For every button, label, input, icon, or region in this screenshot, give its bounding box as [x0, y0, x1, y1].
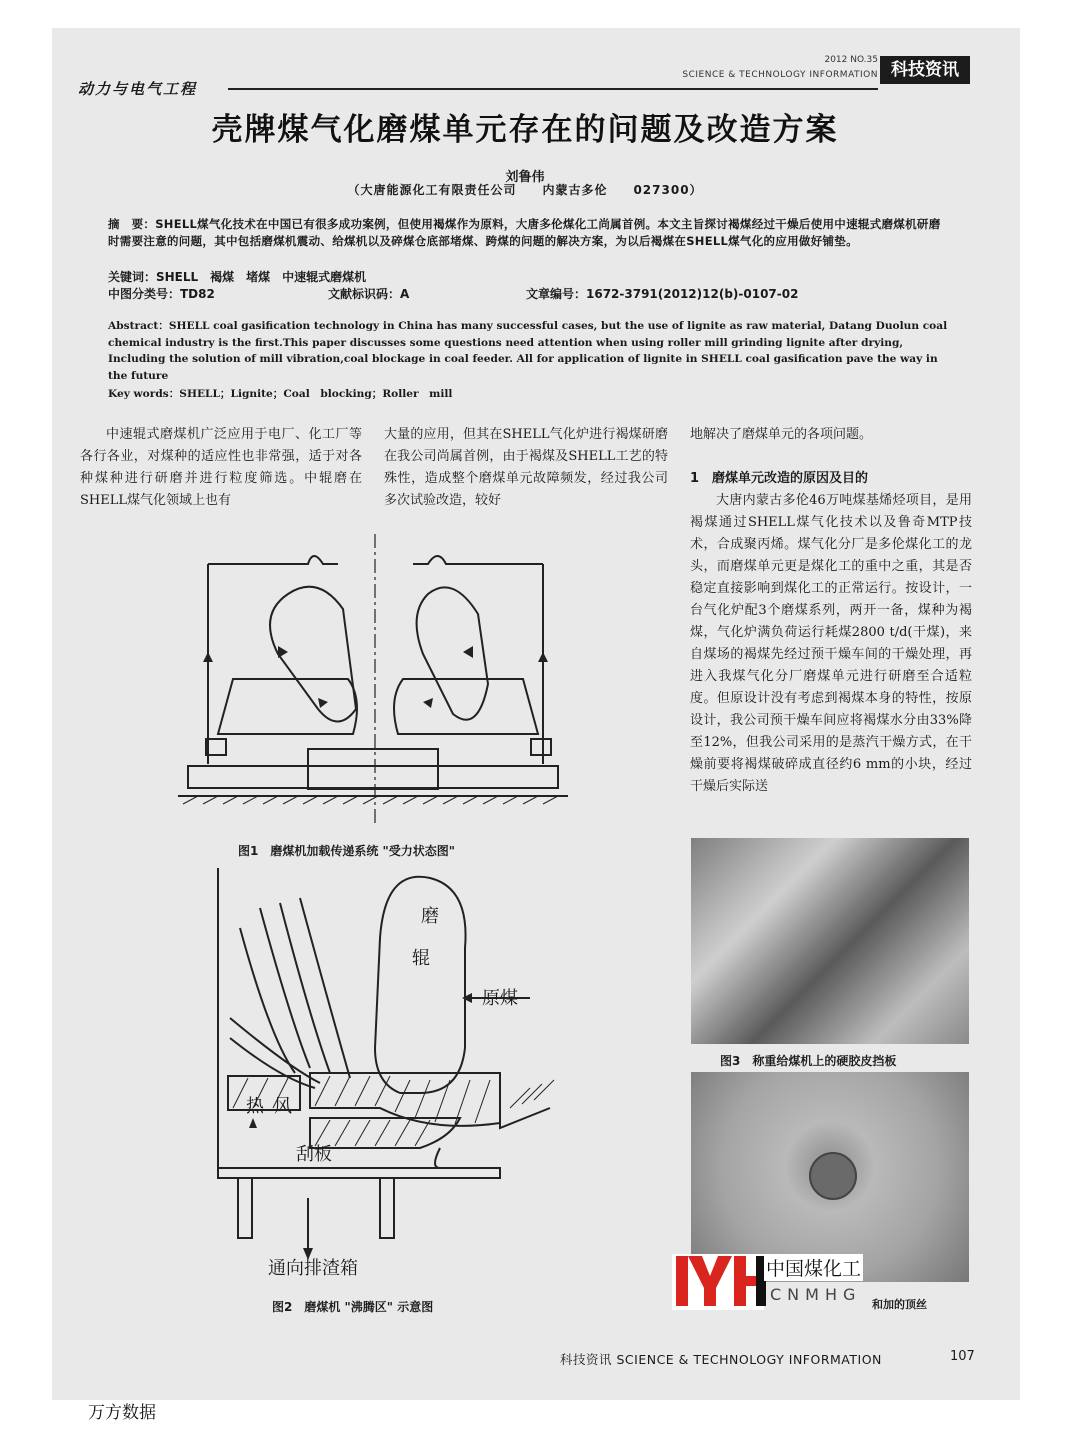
keywords-cn: 关键词：SHELL 褐煤 堵煤 中速辊式磨煤机: [108, 270, 367, 284]
body-column-2: 大量的应用，但其在SHELL气化炉进行褐煤研磨在我公司尚属首例，由于褐煤及SHELL工艺的特殊性，造成整个磨煤单元故障频发，经过我公司多次试验改造，较好: [384, 427, 668, 508]
page-number: 107: [950, 1349, 975, 1364]
figure-4-photo: [691, 1072, 969, 1282]
abstract-en: Abstract：SHELL coal gasification technology in China has many successful cases, but the use of lignite as raw material, Datang Duolun coal chemical industry is the first.This paper discusses some questions need attention when using roller mill grinding lignite after drying, Including the solution of mill vibration,coal blockage in coal feeder. All for application of lignite in SHELL coal gasification pave the way in the future: [108, 320, 948, 382]
body-column-3: 大唐内蒙古多伦46万吨煤基烯烃项目，是用褐煤通过SHELL煤气化技术以及鲁奇MTP技术，合成聚丙烯。煤气化分厂是多伦煤化工的龙头，而磨煤单元更是煤化工的重中之重，其是否稳定直接影响到煤化工的正常运行。按设计，一台气化炉配3个磨煤系列，两开一备，煤种为褐煤，气化炉满负荷运行耗煤2800 t/d(干煤)，来自煤场的褐煤先经过预干燥车间的干燥处理，再进入我煤气化分厂磨煤单元进行研磨至合适粒度。但原设计没有考虑到褐煤本身的特性，按原设计，我公司预干燥车间应将褐煤水分由33%降至12%，但我公司采用的是蒸汽干燥方式，在干燥前要将褐煤破碎成直径约6 mm的小块，经过干燥后实际送: [690, 493, 972, 794]
roller-label-2: 辊: [412, 948, 430, 969]
scraper-label: 刮板: [296, 1144, 332, 1165]
watermark-text-cn: 中国煤化工: [764, 1254, 863, 1281]
figure-2-diagram: [200, 868, 570, 1298]
classification-number: 中图分类号：TD82: [108, 287, 215, 301]
magazine-name-en: SCIENCE & TECHNOLOGY INFORMATION: [682, 70, 878, 80]
section-tag: 动力与电气工程: [78, 80, 198, 98]
source-label: 万方数据: [88, 1403, 156, 1423]
hot-air-label-2: 风: [274, 1096, 292, 1117]
figure-4-caption: 和加的顶丝: [872, 1298, 927, 1311]
figure-1-diagram: [178, 534, 568, 834]
body-column-1: 中速辊式磨煤机广泛应用于电厂、化工厂等各行各业，对煤种的适应性也非常强，适于对各种煤种进行研磨并进行粒度筛选。中辊磨在SHELL煤气化领域上也有: [80, 427, 362, 508]
affiliation: （大唐能源化工有限责任公司 内蒙古多伦 027300）: [347, 183, 703, 197]
abstract-cn: 摘 要：SHELL煤气化技术在中国已有很多成功案例，但使用褐煤作为原料，大唐多伦煤化工尚属首例。本文主旨探讨褐煤经过干燥后使用中速辊式磨煤机研磨时需要注意的问题，其中包括磨煤机震动、给煤机以及碎煤仓底部堵煤、跨煤的问题的解决方案，为以后褐煤在SHELL煤气化的应用做好铺垫。: [108, 217, 941, 248]
figure-2-caption: 图2 磨煤机 "沸腾区" 示意图: [272, 1300, 434, 1314]
document-code: 文献标识码：A: [328, 287, 410, 301]
article-title: 壳牌煤气化磨煤单元存在的问题及改造方案: [211, 112, 839, 148]
section-heading-1: 1 磨煤单元改造的原因及目的: [690, 471, 869, 486]
raw-coal-label: 原煤: [482, 988, 518, 1009]
watermark-text-en: CNMHG: [770, 1285, 862, 1304]
issue-number: 2012 NO.35: [824, 55, 878, 65]
author: 刘鲁伟: [505, 170, 545, 185]
hot-air-label-1: 热: [246, 1096, 264, 1117]
keywords-en: Key words：SHELL；Lignite；Coal blocking；Roller mill: [108, 388, 453, 400]
article-number: 文章编号：1672-3791(2012)12(b)-0107-02: [526, 287, 799, 301]
figure-1-caption: 图1 磨煤机加载传递系统 "受力状态图": [238, 844, 456, 858]
header-rule: [228, 88, 878, 90]
magazine-name-cn: 科技资讯: [880, 56, 970, 84]
slag-box-label: 通向排渣箱: [268, 1258, 358, 1279]
figure-3-photo: [691, 838, 969, 1044]
footer-magazine: 科技资讯 SCIENCE & TECHNOLOGY INFORMATION: [560, 1352, 882, 1367]
body-column-3-top: 地解决了磨煤单元的各项问题。: [690, 427, 873, 442]
figure-3-caption: 图3 称重给煤机上的硬胶皮挡板: [720, 1054, 897, 1068]
roller-label-1: 磨: [421, 906, 439, 927]
